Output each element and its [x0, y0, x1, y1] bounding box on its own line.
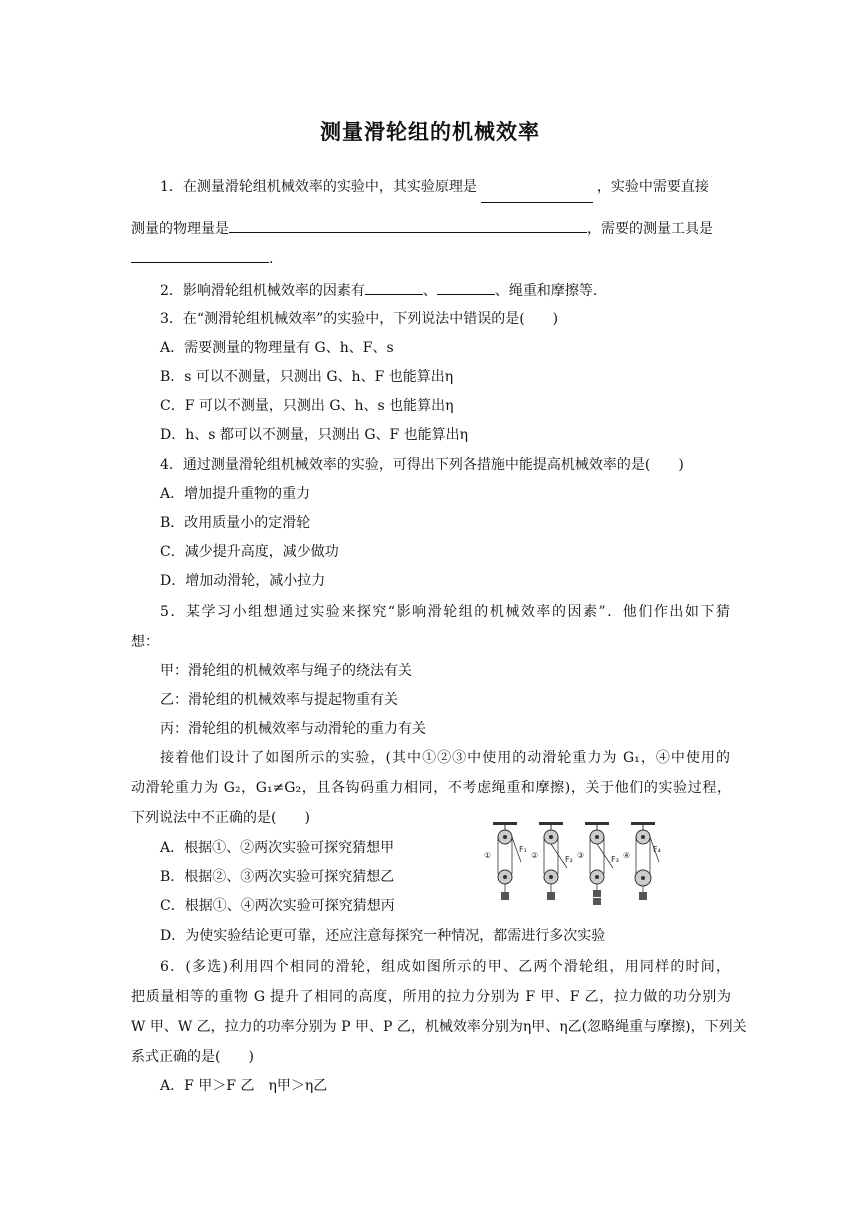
q2-sep: 、 [422, 283, 437, 299]
q5-option-b: B．根据②、③两次实验可探究猜想乙 [160, 869, 395, 885]
q6-line3: W 甲、W 乙，拉力的功率分别为 P 甲、P 乙，机械效率分别为η甲、η乙(忽略绳重与摩擦)，下列关 [131, 1019, 747, 1035]
q1-text-direct: ，实验中需要直接 [596, 179, 709, 195]
q1-text-principle: 1．在测量滑轮组机械效率的实验中，其实验原理是 [160, 179, 477, 195]
page-title: 测量滑轮组的机械效率 [320, 119, 540, 144]
q3-option-c: C．F 可以不测量，只测出 G、h、s 也能算出η [160, 398, 454, 414]
q1-line1 [160, 176, 709, 197]
q4-option-c: C．减少提升高度，减少做功 [160, 544, 339, 560]
q5-guess-jia: 甲：滑轮组的机械效率与绳子的绕法有关 [160, 663, 412, 679]
q3-stem: 3．在“测滑轮组机械效率”的实验中，下列说法中错误的是( ) [160, 311, 559, 327]
q1-blank-tools [131, 248, 269, 263]
q2-text-rest: 、绳重和摩擦等. [494, 283, 598, 299]
q4-option-b: B．改用质量小的定滑轮 [160, 515, 311, 531]
q1-text-quantities: 测量的物理量是 [131, 221, 229, 237]
q5-option-c: C．根据①、④两次实验可探究猜想丙 [160, 898, 395, 914]
setup-2-label: ② [531, 851, 539, 860]
pulley-experiment-figure [481, 822, 665, 916]
q1-blank-quantities [229, 218, 587, 233]
force-label-3: F₃ [611, 855, 619, 864]
setup-3-label: ③ [577, 851, 585, 860]
q5-stem-line2: 想： [131, 634, 159, 650]
q1-text-tools: ，需要的测量工具是 [587, 221, 713, 237]
q5-option-a: A．根据①、②两次实验可探究猜想甲 [160, 840, 395, 856]
q4-option-d: D．增加动滑轮，减小拉力 [160, 573, 326, 589]
pulley-setup-1 [484, 822, 527, 900]
q3-option-a: A．需要测量的物理量有 G、h、F、s [160, 340, 394, 356]
q4-option-a: A．增加提升重物的重力 [160, 486, 311, 502]
q6-line1: 6．(多选)利用四个相同的滑轮，组成如图所示的甲、乙两个滑轮组，用同样的时间， [160, 959, 730, 975]
q6-option-a: A．F 甲＞F 乙 η甲＞η乙 [160, 1078, 328, 1094]
q1-text-end: . [269, 251, 274, 267]
setup-4-label: ④ [623, 851, 631, 860]
q5-desc-line2: 动滑轮重力为 G₂，G₁≠G₂，且各钩码重力相同，不考虑绳重和摩擦)，关于他们的实验过程， [131, 780, 731, 796]
q2-line [160, 280, 597, 301]
q5-option-d: D．为使实验结论更可靠，还应注意每探究一种情况，都需进行多次实验 [160, 928, 606, 944]
q1-blank-principle [481, 188, 593, 203]
pulley-setup-2 [531, 822, 573, 900]
pulley-setup-3 [577, 822, 619, 905]
force-label-4: F₄ [653, 845, 661, 854]
q1-line2 [131, 218, 713, 239]
pulley-setup-4 [623, 822, 661, 900]
q3-option-d: D．h、s 都可以不测量，只测出 G、F 也能算出η [160, 427, 469, 443]
q6-line2: 把质量相等的重物 G 提升了相同的高度，所用的拉力分别为 F 甲、F 乙，拉力做的功分别为 [131, 989, 731, 1005]
q5-desc-line3: 下列说法中不正确的是( ) [131, 810, 310, 826]
q5-guess-bing: 丙：滑轮组的机械效率与动滑轮的重力有关 [160, 721, 426, 737]
q4-stem: 4．通过测量滑轮组机械效率的实验，可得出下列各措施中能提高机械效率的是( ) [160, 457, 684, 473]
q5-guess-yi: 乙：滑轮组的机械效率与提起物重有关 [160, 692, 398, 708]
force-label-2: F₂ [565, 855, 573, 864]
q1-line3 [131, 248, 273, 269]
q2-blank-2 [437, 280, 495, 295]
q6-line4: 系式正确的是( ) [131, 1049, 254, 1065]
q2-blank-1 [365, 280, 423, 295]
q2-text-factors: 2．影响滑轮组机械效率的因素有 [160, 283, 365, 299]
setup-1-label: ① [484, 851, 492, 860]
force-label-1: F₁ [519, 845, 527, 854]
q5-desc-line1: 接着他们设计了如图所示的实验，(其中①②③中使用的动滑轮重力为 G₁，④中使用的 [160, 750, 730, 766]
q5-stem-line1: 5．某学习小组想通过实验来探究“影响滑轮组的机械效率的因素”．他们作出如下猜 [160, 604, 730, 620]
q3-option-b: B．s 可以不测量，只测出 G、h、F 也能算出η [160, 369, 454, 385]
